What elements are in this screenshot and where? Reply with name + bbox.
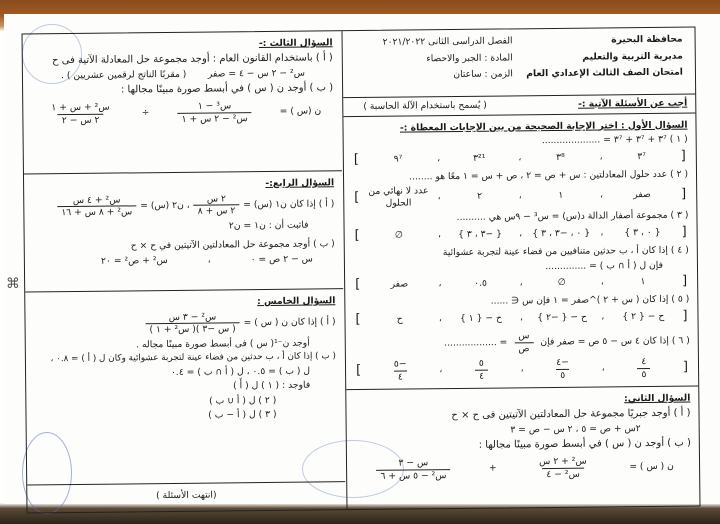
q1-item-5-options: [ ح − { ٢ } ، ح − { −٢ } ، ح − { ١ } ، ح ] [355, 308, 688, 327]
q1-item-4-options: [ ١ ، ∅ ، ٠.٥ ، صفر ] [355, 273, 688, 293]
q2-part-a-equations: ٢س + ص = ٥ ، ٢ س − ص = ٣ [510, 423, 641, 436]
option[interactable]: { ٠ ، −٣ ، ٣ } [532, 227, 591, 240]
exam-frame [22, 26, 701, 513]
option[interactable]: ح − { ٢ } [622, 310, 665, 323]
governorate: محافظة البحيرة [611, 33, 683, 46]
exam-header [342, 27, 695, 98]
option[interactable]: ٢ [477, 190, 483, 202]
q3-expression: ن (س ) = $\frac{\text{س³ − ١}}{\text{س² − ٢ س + ١}}$ ÷ $\frac{\text{س² + س + ١}}{\text{٢ س − ٢}}$ [31, 99, 333, 126]
q3-part-a: ( أ ) باستخدام القانون العام : أوجد مجموعة حل المعادلة الآتية فى ح [52, 51, 333, 66]
q1-item-4-cont: فإن ل ( أ ∩ ب ) = .............. [545, 259, 664, 272]
fraction: $\frac{\text{٢ س}}{\text{٢ س + ٨}}$ [194, 193, 240, 217]
option[interactable]: ح [396, 313, 403, 325]
question-2 [346, 386, 699, 489]
calculator-note: ( يُسمح باستخدام الآلة الحاسبة ) [363, 99, 487, 112]
option[interactable]: ٣⁸ [556, 151, 565, 163]
option[interactable]: ١ [558, 189, 564, 201]
left-column [23, 31, 346, 512]
fraction: $\frac{\text{س² + ٤ س}}{\text{س² + ٨ س + ١٦}}$ [57, 194, 136, 219]
option[interactable]: ٠.٥ [474, 278, 488, 290]
question-3 [23, 31, 342, 174]
q2-part-a: ( أ ) أوجد جبريًا مجموعة حل المعادلتين الآتيتين فى ح × ح [451, 407, 691, 421]
q1-item-1: ( ١ ) ٣⁷ + ٣⁷ + ٣⁷ = .................... [541, 133, 688, 147]
option[interactable]: $\frac{-٥}{٤}$ [393, 358, 407, 383]
fraction: $\frac{\text{س² − ٣ س}}{\text{( س −٣ )( س² + ١ )}}$ [145, 311, 239, 336]
option[interactable]: ٣⁷ [637, 150, 646, 162]
option[interactable]: صفر [390, 278, 409, 291]
option[interactable]: ∅ [394, 229, 403, 241]
option[interactable]: ٩⁷ [393, 153, 403, 165]
q4-title: السؤال الرابع:- [265, 177, 335, 189]
q4-part-b: ( ب ) أوجد مجموعة حل المعادلتين الآتيتين في ح × ح [130, 238, 335, 252]
end-of-questions: (انتهت الأسئلة ) [27, 481, 345, 509]
q1-item-5: ( ٥ ) إذا كان ( س + ٢ )^صفر = ١ فإن س ∈ ...... [490, 293, 690, 307]
option[interactable]: $\frac{٤}{٥}$ [605, 356, 683, 381]
q2-title: السؤال الثاني: [624, 392, 691, 405]
paper-clip-mark: ⌘ [6, 276, 20, 292]
option[interactable]: ١ [640, 276, 646, 288]
option[interactable]: ح − { −٢ } [537, 311, 587, 324]
option[interactable]: صفر [633, 188, 651, 201]
q5-part-b: ( ب ) إذا كان أ ، ب حدثين من فضاء عينة لتجربة عشوائية وكان ل ( أ ) = ٠.٨ ، [50, 351, 336, 365]
option[interactable]: ∅ [557, 277, 566, 289]
q2-part-b: ( ب ) أوجد ن ( س ) في أبسط صورة مبينًا مجالها : [478, 437, 691, 451]
option[interactable]: ٣²¹ [473, 152, 486, 164]
option[interactable]: $\frac{-٤}{٥}$ [556, 356, 569, 381]
right-column [341, 27, 699, 509]
subject: المادة : الجبر والاحصاء [426, 51, 513, 64]
q4-part-a: ( أ ) إذا كان ن١ (س) = $\frac{\text{٢ س}}{\text{٢ س + ٨}}$ ، ن٢ (س) = $\frac{\text{س² + ٤ س}}{\text{س² + ٨ س + ١٦}}$ [32, 192, 334, 219]
question-5 [25, 289, 344, 428]
q1-item-3-options: [ { ٠ ، ٣ } ، { ٠ ، −٣ ، ٣ } ، { −٣ ، ٣ } ، ∅ ] [354, 224, 687, 243]
q4-prove: فاثبت أن : ن١ = ن٢ [228, 219, 309, 231]
term: الفصل الدراسى الثانى ٢٠٢١/٢٠٢٢ [382, 35, 513, 48]
option[interactable]: ح − { ١ } [459, 312, 502, 325]
q5-find-1: فاوجد : ( ١ ) ل ( أَ ) [233, 380, 311, 392]
fraction: $\frac{\text{س³ − ١}}{\text{س² − ٢ س + ١}}$ [177, 100, 251, 125]
exam-paper [4, 14, 720, 504]
q5-title: السؤال الخامس : [257, 295, 336, 308]
q5-find-3: ( ٣ ) ل ( أ − ب ) [208, 409, 277, 422]
q5-find-inverse: أوجد ن⁻¹( س ) فى أبسط صورة مبينًا مجاله . [136, 337, 310, 350]
q1-item-6: ( ٦ ) إذا كان ٤ س − ٥ ص = صفر فإن $\frac{\text{س}}{\text{ص}}$ = .................. [444, 330, 690, 354]
time: الزمن : ساعتان [453, 68, 513, 81]
question-1 [343, 113, 698, 390]
fraction: $\frac{\text{س}}{\text{ص}}$ [514, 330, 533, 354]
option[interactable]: { −٣ ، ٣ } [457, 228, 503, 241]
q1-item-6-options: [ $\frac{٤}{٥}$ ، $\frac{-٤}{٥}$ ، $\frac{٥}{٤}$ ، $\frac{-٥}{٤}$ ] [355, 356, 689, 383]
q1-item-3: ( ٣ ) مجموعة أصفار الدالة د(س) = س³ − ٩س هي .......... [456, 209, 689, 224]
q5-part-b-cont: ل ( ب ) = ٠.٥ ، ل ( أ ∩ ب ) = ٠.٤ [170, 365, 311, 378]
q3-part-b: ( ب ) أوجد ن ( س ) في أبسط صورة مبينًا مجالها : [120, 81, 334, 96]
q1-item-2-options: [ صفر ، ١ ، ٢ ، عدد لا نهائي من الحلول ] [354, 185, 687, 209]
q1-item-1-options: [ ٣⁷ ، ٣⁸ ، ٣²¹ ، ٩⁷ ] [353, 148, 686, 167]
option[interactable]: { ٠ ، ٣ } [624, 226, 661, 239]
q5-part-a: ( أ ) إذا كان ن ( س ) = $\frac{\text{س² − ٣ س}}{\text{( س −٣ )( س² + ١ )}}$ [33, 310, 335, 337]
fraction: $\frac{\text{س² + س + ١}}{\text{٢ س − ٢}}$ [51, 101, 110, 126]
q5-find-2: ( ٢ ) ل ( أ ∪ ب ) [209, 394, 277, 407]
q3-title: السؤال الثالث :- [258, 37, 333, 50]
exam-title: امتحان الصف الثالث الإعدادي العام [526, 66, 684, 80]
q1-item-4: ( ٤ ) إذا كان أ ، ب حدثين متنافيين من فضاء عينة لتجربة عشوائية [442, 244, 689, 259]
q4-part-b-eq: س − ٢ ص = ٠ ، س² + ص² = ٢٠ [100, 253, 313, 267]
q3-part-a-eq: س² − ٢ س − ٤ = صفر ( مقربًا الناتج لرقمين عشريين ) . [60, 67, 305, 82]
fraction: $\frac{\text{س − ٣}}{\text{س² − ٥ س + ٦}}$ [376, 457, 450, 482]
question-4 [24, 171, 343, 292]
fraction: $\frac{\text{س² + ٢ س}}{\text{س² − ٤}}$ [539, 455, 587, 480]
option[interactable]: عدد لا نهائي من الحلول [368, 185, 429, 209]
directorate: مديرية التربية والتعليم [582, 50, 683, 63]
answer-instruction: أجب عن الأسئلة الآتية :- [578, 97, 688, 110]
q1-item-2: ( ٢ ) عدد حلول المعادلتين : س + ص = ٢ ، ص + س = ١ معًا هو ........ [409, 168, 689, 183]
q2-expression: ن ( س ) = $\frac{\text{س² + ٢ س}}{\text{س² − ٤}}$ + $\frac{\text{س − ٣}}{\text{س² − ٥ س + ٦}}$ [355, 455, 691, 483]
option[interactable]: $\frac{٥}{٤}$ [442, 357, 520, 382]
q1-title: السؤال الأول : اختر الإجابة الصحيحة من بين الإجابات المعطاة :- [399, 119, 688, 134]
